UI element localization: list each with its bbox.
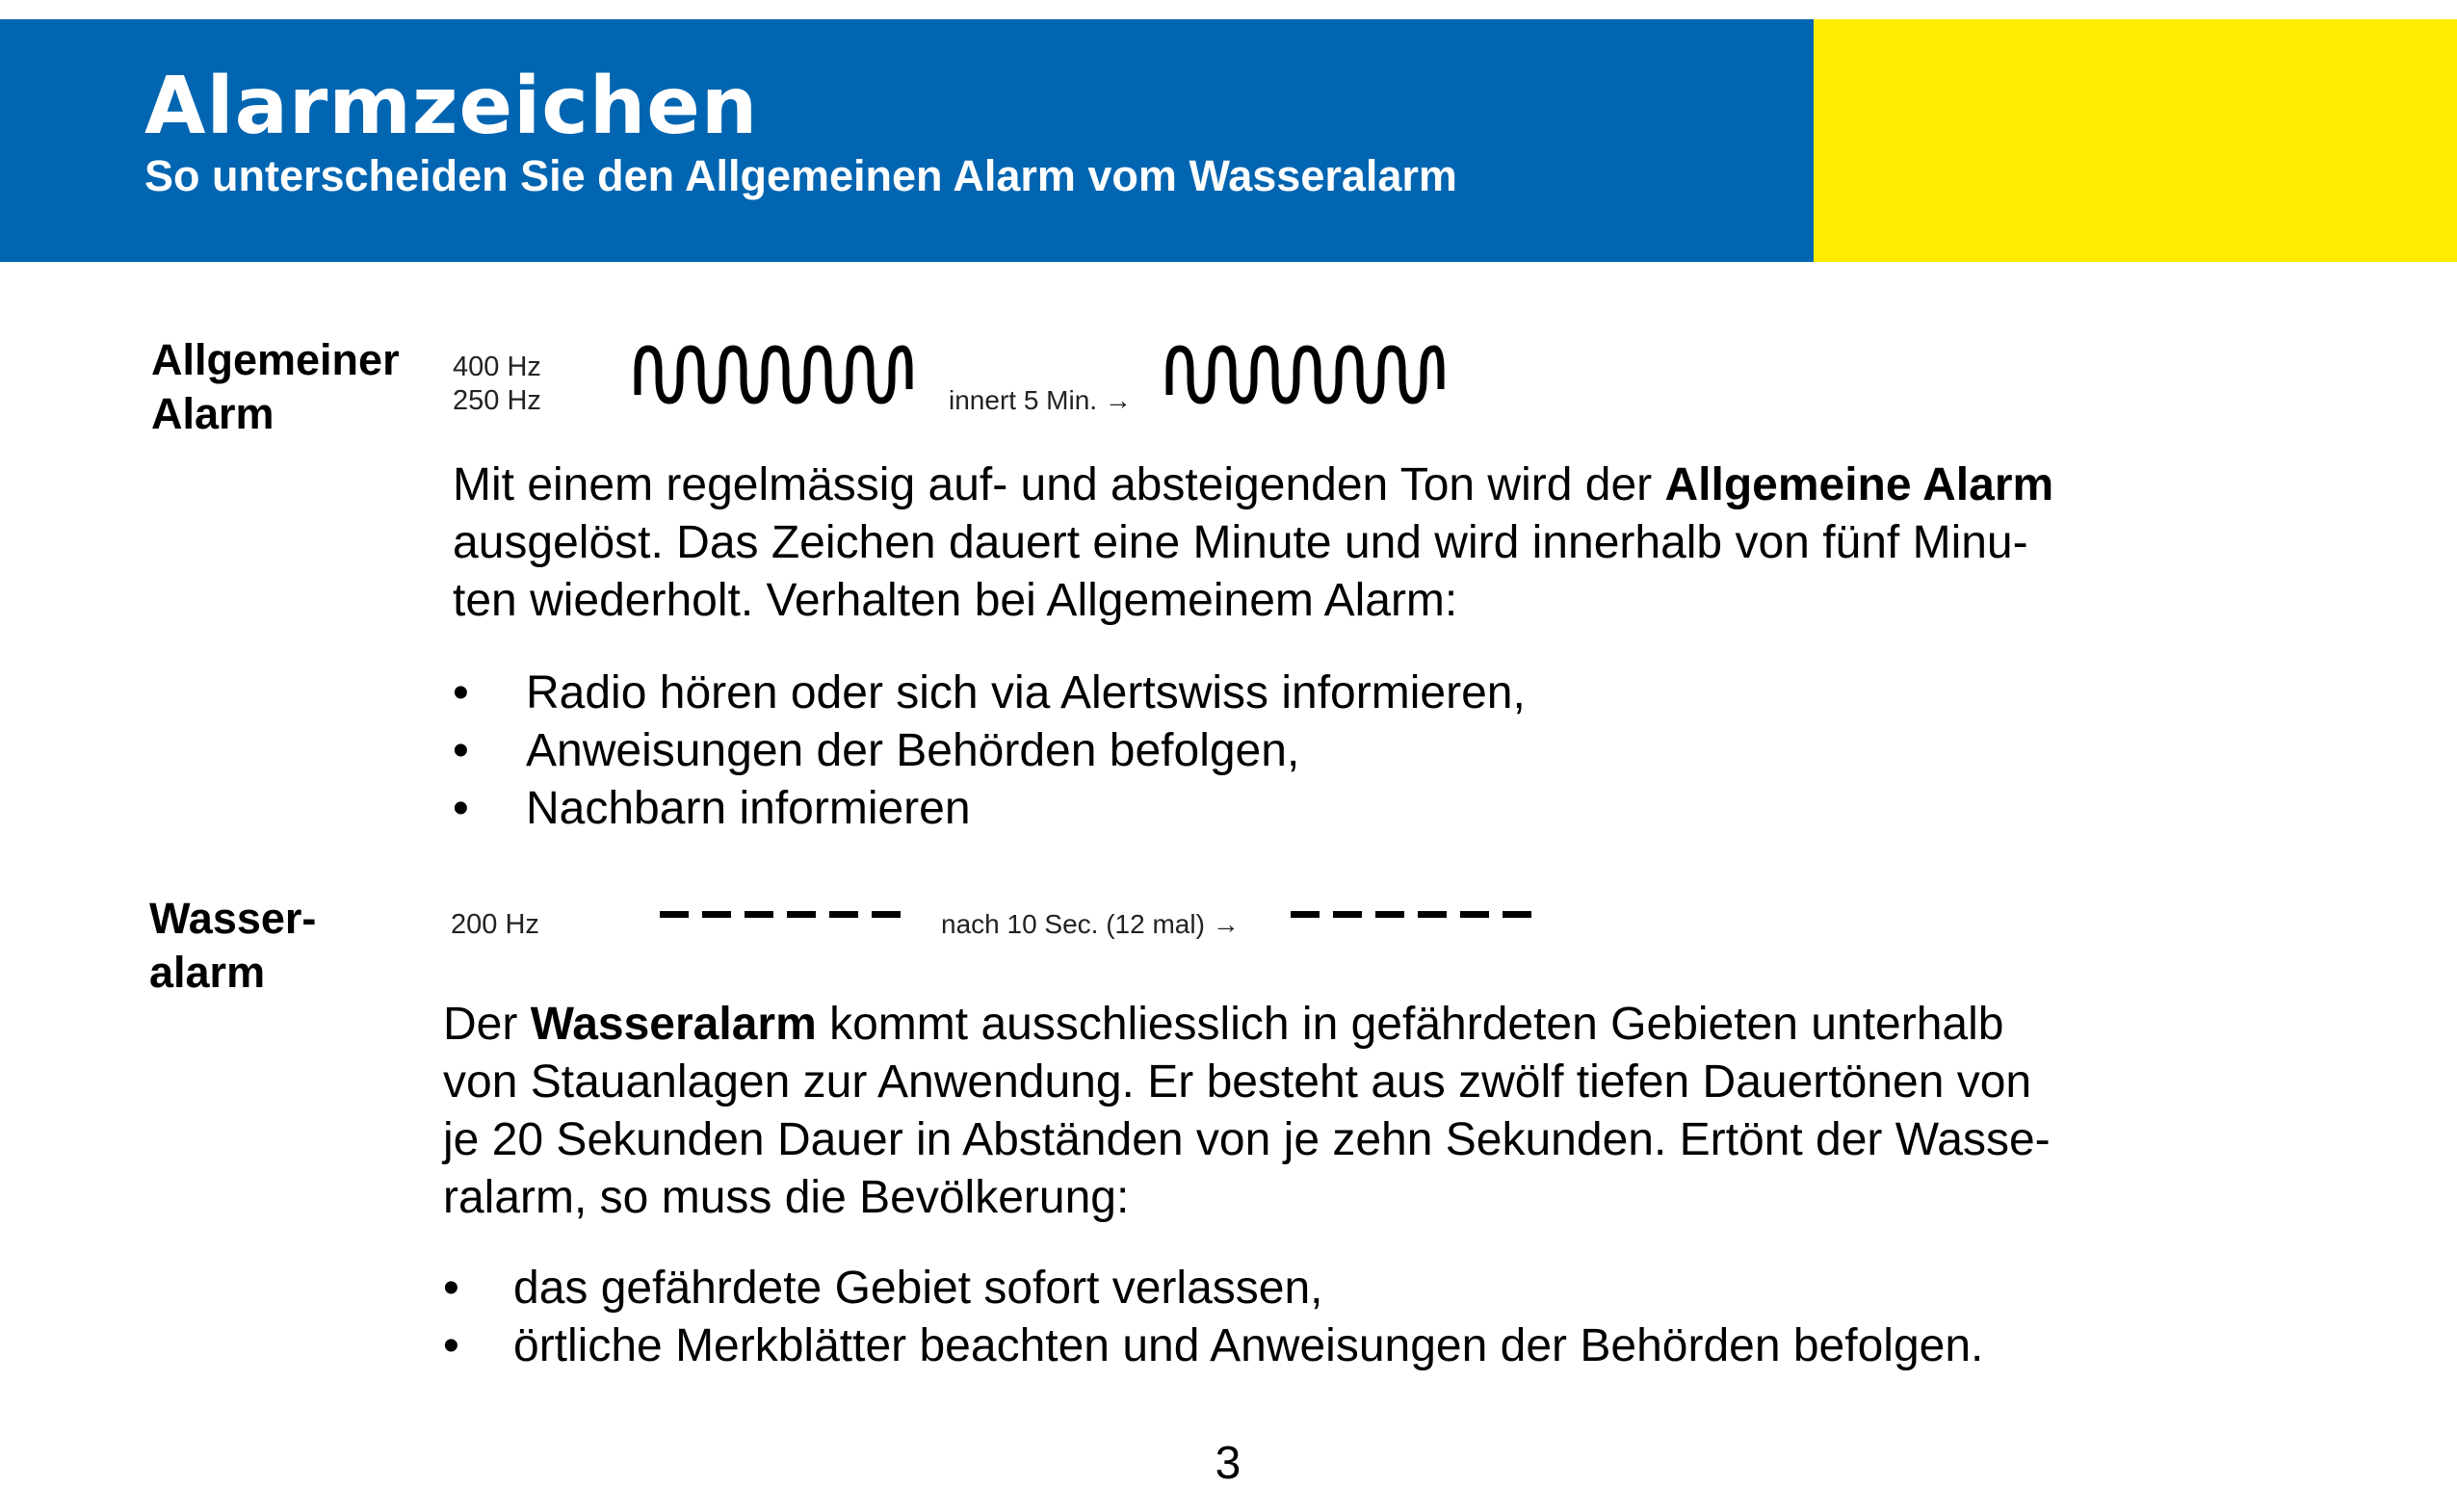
- frequency-low: 250 Hz: [453, 385, 541, 416]
- page-title: Alarmzeichen: [144, 61, 759, 152]
- water-alarm-label: Wasser- alarm: [149, 894, 317, 997]
- water-alarm-repeat-note: nach 10 Sec. (12 mal) →: [941, 909, 1240, 939]
- general-alarm-description: Mit einem regelmässig auf- und absteigenden Ton wird der Allgemeine Alarm ausgelöst. Das Zeichen dauert eine Minute und wird innerhalb von fünf Minu- ten wiederholt. Verhalten bei Allgemeinem Alarm:: [453, 459, 2054, 626]
- header-banner: [0, 19, 2457, 262]
- list-item: • das gefährdete Gebiet sofort verlassen,: [443, 1263, 1323, 1314]
- general-alarm-frequencies: [453, 351, 541, 418]
- general-alarm-instructions: [453, 665, 1526, 838]
- list-item: • örtliche Merkblätter beachten und Anweisungen der Behörden befolgen.: [443, 1320, 1984, 1371]
- water-alarm-instructions: [443, 1260, 1983, 1375]
- siren-wave-icon: [634, 341, 913, 404]
- water-alarm-frequency: 200 Hz: [451, 909, 539, 940]
- general-alarm-label: Allgemeiner Alarm: [151, 335, 400, 438]
- list-item: • Anweisungen der Behörden befolgen,: [453, 725, 1300, 776]
- water-alarm-description: Der Wasseralarm kommt ausschliesslich in gefährdeten Gebieten unterhalb von Stauanlagen zur Anwendung. Er besteht aus zwölf tiefen Dauertönen von je 20 Sekunden Dauer in Abständen von je zehn Sekunden. Ertönt der Wasse- ralarm, so muss die Bevölkerung:: [443, 999, 2051, 1223]
- list-item: • Nachbarn informieren: [453, 783, 971, 834]
- siren-wave-icon: [1165, 341, 1445, 404]
- dash-tone-icon: [1291, 907, 1537, 921]
- list-item: • Radio hören oder sich via Alertswiss informieren,: [453, 667, 1526, 718]
- page-number: 3: [1215, 1438, 1242, 1489]
- header-icon-panel: [1814, 19, 2457, 262]
- page-subtitle: So unterscheiden Sie den Allgemeinen Alarm vom Wasseralarm: [144, 151, 1457, 200]
- dash-tone-icon: [660, 907, 906, 921]
- frequency-high: 400 Hz: [453, 352, 541, 382]
- general-alarm-repeat-note: innert 5 Min. →: [949, 385, 1132, 415]
